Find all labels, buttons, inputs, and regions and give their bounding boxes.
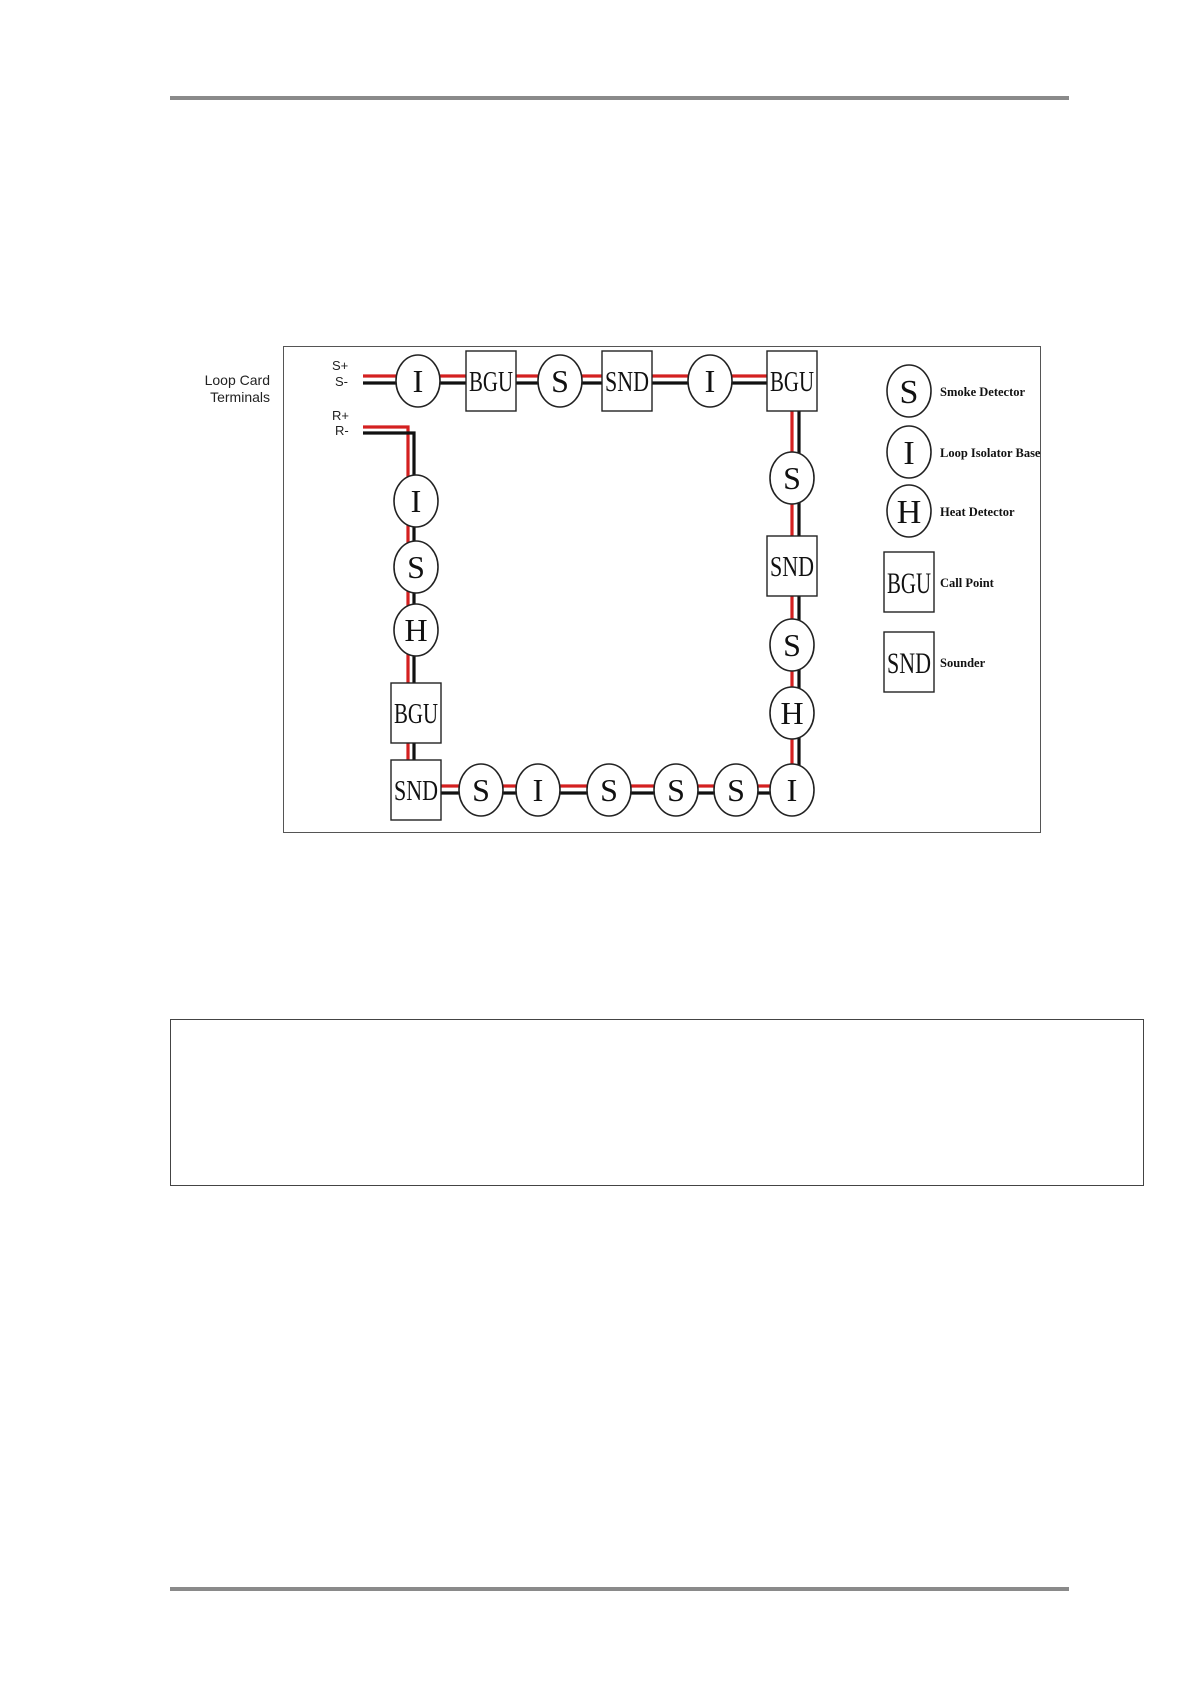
legend (884, 365, 1041, 692)
terminal-r-minus: R- (335, 423, 349, 438)
device-bottom-5 (459, 764, 503, 816)
legend-item-2 (887, 485, 1015, 537)
device-bottom-5-label: S (472, 772, 490, 808)
legend-item-4 (884, 632, 986, 692)
device-bottom-1 (714, 764, 758, 816)
device-bottom-4-label: I (532, 772, 544, 808)
device-bottom-2-label: S (667, 772, 685, 808)
device-bottom-3 (587, 764, 631, 816)
legend-item-0-text: Smoke Detector (940, 385, 1026, 399)
legend-item-2-text: Heat Detector (940, 505, 1015, 519)
loop-devices (391, 351, 817, 820)
device-right-2 (767, 536, 817, 596)
device-right-3 (770, 619, 814, 671)
legend-item-3-text: Call Point (940, 576, 994, 590)
loop-card-label-line2: Terminals (210, 389, 270, 405)
device-left-1-label: BGU (394, 699, 438, 730)
device-left-2-label: H (404, 612, 428, 648)
legend-item-4-text: Sounder (940, 656, 986, 670)
device-corner-br-label: I (786, 772, 798, 808)
footer-rule (170, 1587, 1069, 1591)
legend-item-0 (887, 365, 1025, 417)
device-left-1 (391, 683, 441, 743)
legend-item-1-text: Loop Isolator Base (940, 446, 1041, 460)
device-bottom-3-label: S (600, 772, 618, 808)
device-right-1-label: S (783, 460, 801, 496)
device-bottom-1-label: S (727, 772, 745, 808)
device-corner-bl (391, 760, 441, 820)
legend-item-0-symbol-label: S (899, 374, 919, 411)
device-corner-bl-label: SND (394, 776, 438, 807)
loop-card-label-line1: Loop Card (204, 372, 270, 388)
device-top-4 (602, 351, 652, 411)
legend-item-2-symbol-label: H (896, 494, 922, 531)
device-left-2 (394, 604, 438, 656)
terminal-r-plus: R+ (332, 408, 349, 423)
device-right-4-label: H (780, 695, 804, 731)
legend-item-4-symbol-label: SND (887, 647, 931, 680)
legend-item-3-symbol-label: BGU (887, 567, 932, 600)
legend-item-3 (884, 552, 995, 612)
device-top-5-label: I (704, 363, 716, 399)
device-top-5 (688, 355, 732, 407)
note-box (170, 1019, 1144, 1186)
device-corner-br (770, 764, 814, 816)
legend-item-1-symbol-label: I (903, 435, 915, 472)
terminal-s-plus: S+ (332, 358, 349, 373)
device-right-4 (770, 687, 814, 739)
device-corner-tr (767, 351, 817, 411)
device-corner-tr-label: BGU (770, 367, 814, 398)
device-bottom-4 (516, 764, 560, 816)
device-bottom-2 (654, 764, 698, 816)
terminal-s-minus: S- (335, 374, 348, 389)
device-top-2-label: BGU (469, 367, 513, 398)
device-top-1-label: I (412, 363, 424, 399)
device-right-2-label: SND (770, 552, 814, 583)
device-right-1 (770, 452, 814, 504)
terminal-markers (332, 358, 349, 438)
device-left-4 (394, 475, 438, 527)
legend-item-1 (887, 426, 1041, 478)
device-right-3-label: S (783, 627, 801, 663)
device-top-3 (538, 355, 582, 407)
device-top-1 (396, 355, 440, 407)
device-left-3 (394, 541, 438, 593)
device-top-3-label: S (551, 363, 569, 399)
device-left-4-label: I (410, 483, 422, 519)
device-left-3-label: S (407, 549, 425, 585)
device-top-2 (466, 351, 516, 411)
device-top-4-label: SND (605, 367, 649, 398)
